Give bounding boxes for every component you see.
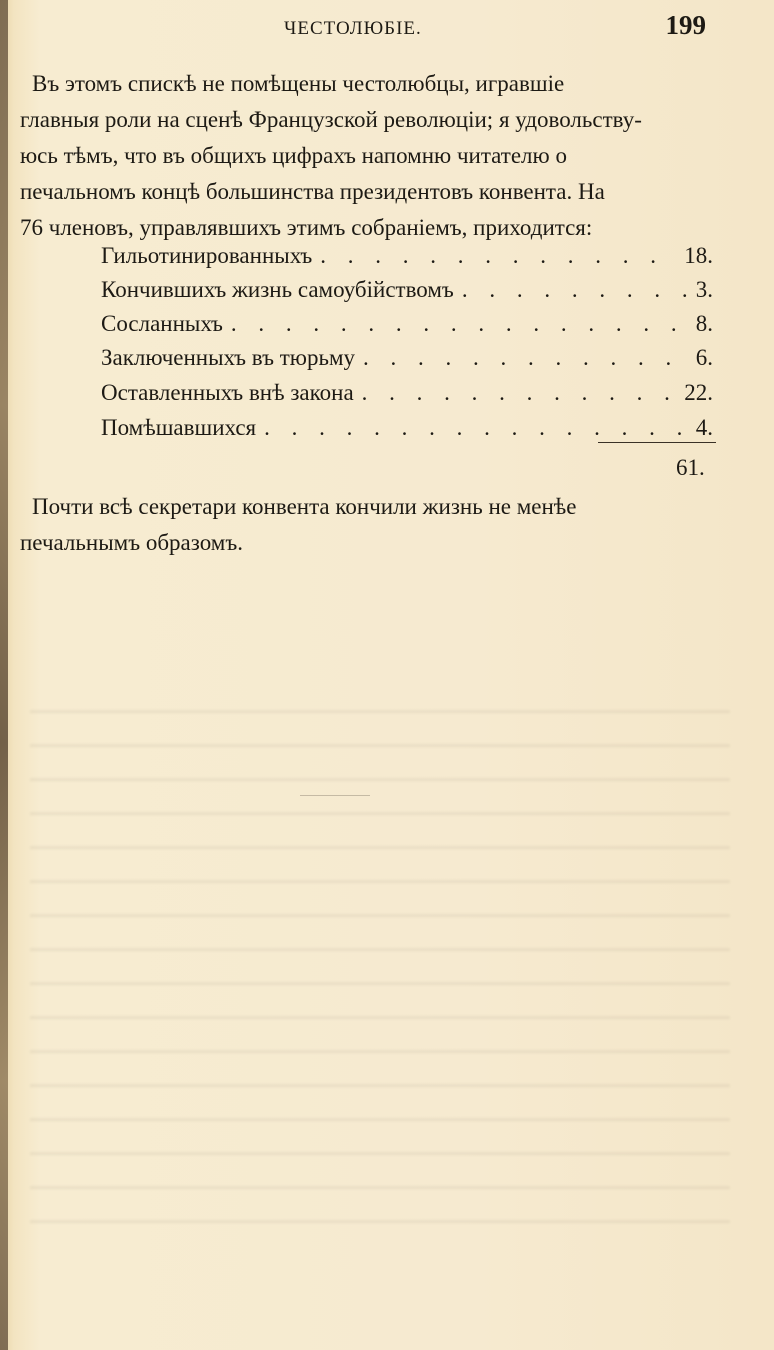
- running-head: ЧЕСТОЛЮБІЕ.: [284, 18, 422, 39]
- dot-leader: [363, 340, 688, 376]
- paragraph-line: печальнымъ образомъ.: [20, 530, 243, 555]
- table-row: [101, 238, 713, 274]
- row-value: 22.: [684, 380, 713, 405]
- paragraph-line: Въ этомъ спискѣ не помѣщены честолюбцы, игравшіе: [32, 71, 565, 96]
- table-row: [101, 272, 713, 308]
- paragraph-line: Почти всѣ секретари конвента кончили жизнь не менѣе: [32, 494, 577, 519]
- paragraph-line: главныя роли на сценѣ Французской революціи; я удовольству-: [20, 107, 642, 132]
- row-value: 6.: [695, 345, 713, 370]
- show-through-texture: [30, 680, 730, 1240]
- row-label: Помѣшавшихся: [101, 415, 257, 440]
- row-label: Сосланныхъ: [101, 311, 223, 336]
- table-row: [101, 306, 713, 342]
- table-row: [101, 410, 713, 446]
- paragraph-line: печальномъ концѣ большинства президентовъ конвента. На: [20, 179, 605, 204]
- row-label: Гильотинированныхъ: [101, 243, 313, 268]
- row-value: 18.: [684, 243, 713, 268]
- page-number: 199: [665, 10, 706, 40]
- row-label: Кончившихъ жизнь самоубійствомъ: [101, 277, 454, 302]
- table-total: 61.: [676, 455, 705, 480]
- paragraph-line: 76 членовъ, управлявшихъ этимъ собраніемъ, приходится:: [20, 215, 593, 240]
- dot-leader: [320, 238, 676, 274]
- paragraph-1: [20, 66, 710, 246]
- table-row: [101, 375, 713, 411]
- dot-leader: [231, 306, 688, 342]
- row-value: 8.: [695, 311, 713, 336]
- paragraph-2: [20, 489, 710, 561]
- dot-leader: [264, 410, 688, 446]
- paragraph-line: юсь тѣмъ, что въ общихъ цифрахъ напомню читателю о: [20, 143, 567, 168]
- sum-rule: [598, 442, 716, 443]
- table-row: [101, 340, 713, 376]
- row-value: 4.: [695, 415, 713, 440]
- page-binding-edge: [0, 0, 8, 1350]
- faint-mark: [300, 795, 370, 796]
- row-value: 3.: [695, 277, 713, 302]
- row-label: Заключенныхъ въ тюрьму: [101, 345, 356, 370]
- dot-leader: [362, 375, 677, 411]
- dot-leader: [462, 272, 688, 308]
- row-label: Оставленныхъ внѣ закона: [101, 380, 354, 405]
